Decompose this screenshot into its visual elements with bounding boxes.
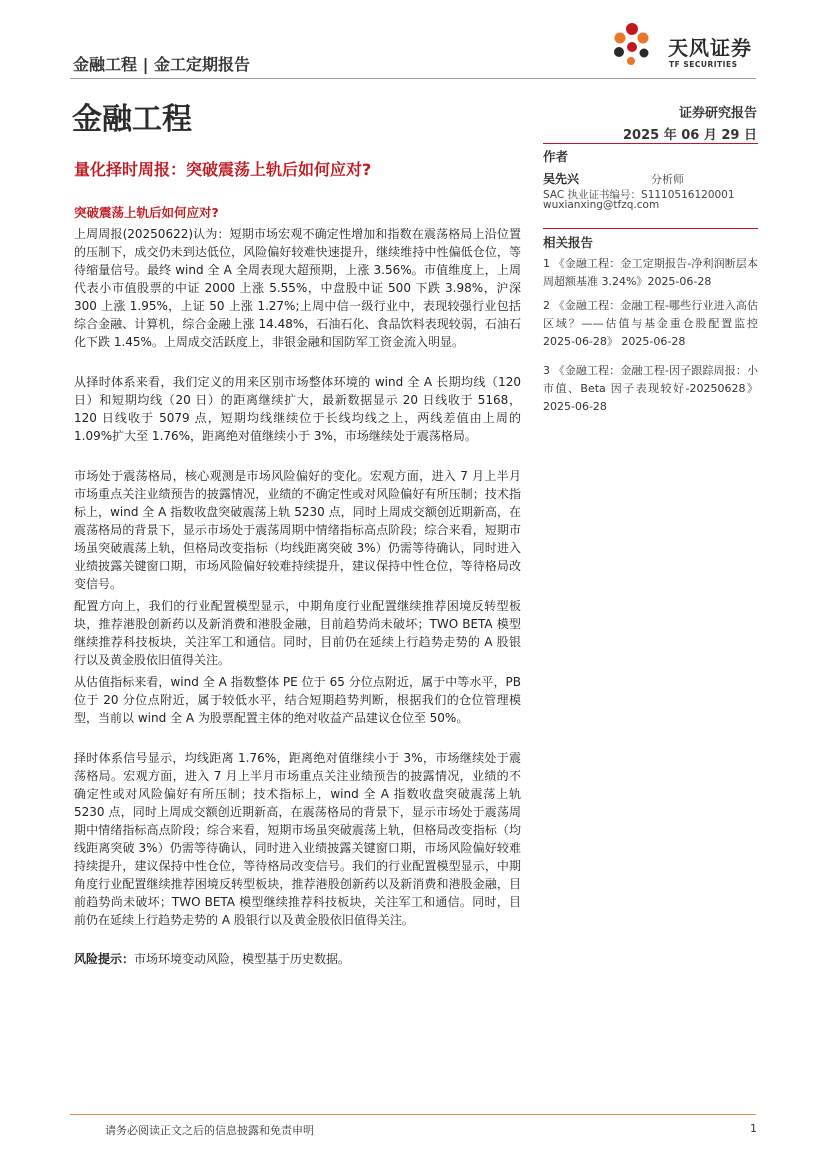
related-rule <box>543 228 758 229</box>
paragraph-summary: 择时体系信号显示，均线距离 1.76%，距离绝对值继续小于 3%，市场继续处于震荡格局。宏观方面，进入 7 月上半月市场重点关注业绩预告的披露情况，业绩的不确定性或对风险偏好有所压制；技术指标上，wind 全 A 指数收盘突破震荡上轨 5230 点，同时上周成交额创近期新高，在震荡格局的背景下，显示市场处于震荡周期中情绪指标高点阶段；综合来看，短期市场虽突破震荡上轨，但格局改变指标（均线距离突破 3%）仍需等待确认，同时进入业绩披露关键窗口期，市场风险偏好较难持续提升，建议保持中性仓位，等待格局改变信号。我们的行业配置模型显示，中期角度行业配置继续推荐困境反转型板块，推荐港股创新药以及新消费和港股金融，目前趋势尚未破坏；TWO BETA 模型继续推荐科技板块，关注军工和通信。同时，目前仍在延续上行趋势走势的 A 股银行以及黄金股依旧值得关注。 <box>74 751 521 927</box>
related-report-item[interactable]: 3 《金融工程：金融工程-因子跟踪周报：小市值、Beta 因子表现较好-20250628》 2025-06-28 <box>543 364 758 413</box>
author-heading-block <box>543 143 758 165</box>
author-certificate: SAC 执业证书编号：S1110516120001 <box>543 189 735 201</box>
section-title: 金融工程 <box>72 102 192 137</box>
paragraph-risk-appetite: 市场处于震荡格局，核心观测是市场风险偏好的变化。宏观方面，进入 7 月上半月市场重点关注业绩预告的披露情况，业绩的不确定性或对风险偏好有所压制；技术指标上，wind 全 A 指数收盘突破震荡上轨 5230 点，同时上周成交额创近期新高，在震荡格局的背景下，显示市场处于震荡周期中情绪指标高点阶段；综合来看，短期市场虽突破震荡上轨，但格局改变指标（均线距离突破 3%）仍需等待确认，同时进入业绩披露关键窗口期，市场风险偏好较难持续提升，建议保持中性仓位，等待格局改变信号。 <box>74 469 521 591</box>
paragraph-timing-system: 从择时体系来看，我们定义的用来区别市场整体环境的 wind 全 A 长期均线（120 日）和短期均线（20 日）的距离继续扩大，最新数据显示 20 日线收于 5168，120 日线收于 5079 点，短期均线继续位于长线均线之上，两线差值由上周的 1.09%扩大至 1.76%，距离绝对值继续小于 3%，市场继续处于震荡格局。 <box>74 375 521 443</box>
report-subheading: 突破震荡上轨后如何应对? <box>74 205 219 220</box>
related-report-item[interactable]: 2 《金融工程：金融工程-哪些行业进入高估区域？——估值与基金重仓股配置监控 2025-06-28》 2025-06-28 <box>543 299 758 348</box>
related-report-item[interactable]: 1 《金融工程：金工定期报告-净利润断层本周超额基准 3.24%》2025-06-28 <box>543 257 758 288</box>
logo-subtitle: TF SECURITIES <box>669 60 738 69</box>
tf-securities-logo-icon <box>610 20 666 68</box>
risk-label: 风险提示： <box>74 952 135 966</box>
author-email[interactable]: wuxianxing@tfzq.com <box>543 199 660 211</box>
report-date: 2025 年 06 月 29 日 <box>623 128 757 143</box>
author-role: 分析师 <box>651 173 684 186</box>
risk-text: 市场环境变动风险，模型基于历史数据。 <box>134 952 351 966</box>
author-heading: 作者 <box>543 149 569 164</box>
footer-divider <box>70 1114 756 1115</box>
author-rule <box>543 143 758 144</box>
footer-disclaimer: 请务必阅读正文之后的信息披露和免责申明 <box>105 1124 314 1137</box>
page-number: 1 <box>750 1122 757 1135</box>
related-heading: 相关报告 <box>543 235 594 250</box>
related-heading-block <box>543 228 758 251</box>
risk-note <box>74 950 350 967</box>
header-divider <box>70 78 756 79</box>
author-name: 吴先兴 <box>543 172 580 186</box>
paragraph-allocation: 配置方向上，我们的行业配置模型显示，中期角度行业配置继续推荐困境反转型板块，推荐港股创新药以及新消费和港股金融，目前趋势尚未破坏；TWO BETA 模型继续推荐科技板块，关注军工和通信。同时，目前仍在延续上行趋势走势的 A 股银行以及黄金股依旧值得关注。 <box>74 599 521 667</box>
paragraph-valuation: 从估值指标来看，wind 全 A 指数整体 PE 位于 65 分位点附近，属于中等水平，PB 位于 20 分位点附近，属于较低水平，结合短期趋势判断，根据我们的仓位管理模型，当前以 wind 全 A 为股票配置主体的绝对收益产品建议仓位至 50%。 <box>74 675 521 725</box>
breadcrumb: 金融工程 | 金工定期报告 <box>73 55 250 74</box>
logo-name: 天风证券 <box>668 36 752 60</box>
paragraph-weekly-review: 上周周报(20250622)认为：短期市场宏观不确定性增加和指数在震荡格局上沿位置的压制下，成交仍未到达低位，风险偏好较难快速提升，继续维持中性偏低仓位，等待缩量信号。最终 wind 全 A 全周表现大超预期，上涨 3.56%。市值维度上，上周代表小市值股票的中证 2000 上涨 5.55%，中盘股中证 500 下跌 3.98%，沪深 300 上涨 1.95%，上证 50 上涨 1.27%;上周中信一级行业中，表现较强行业包括综合金融、计算机，综合金融上涨 14.48%，石油石化、食品饮料表现较弱，石油石化下跌 1.45%。上周成交活跃度上，非银金融和国防军工资金流入明显。 <box>74 227 521 349</box>
report-type: 证券研究报告 <box>678 106 757 121</box>
report-title: 量化择时周报：突破震荡上轨后如何应对? <box>74 160 372 179</box>
